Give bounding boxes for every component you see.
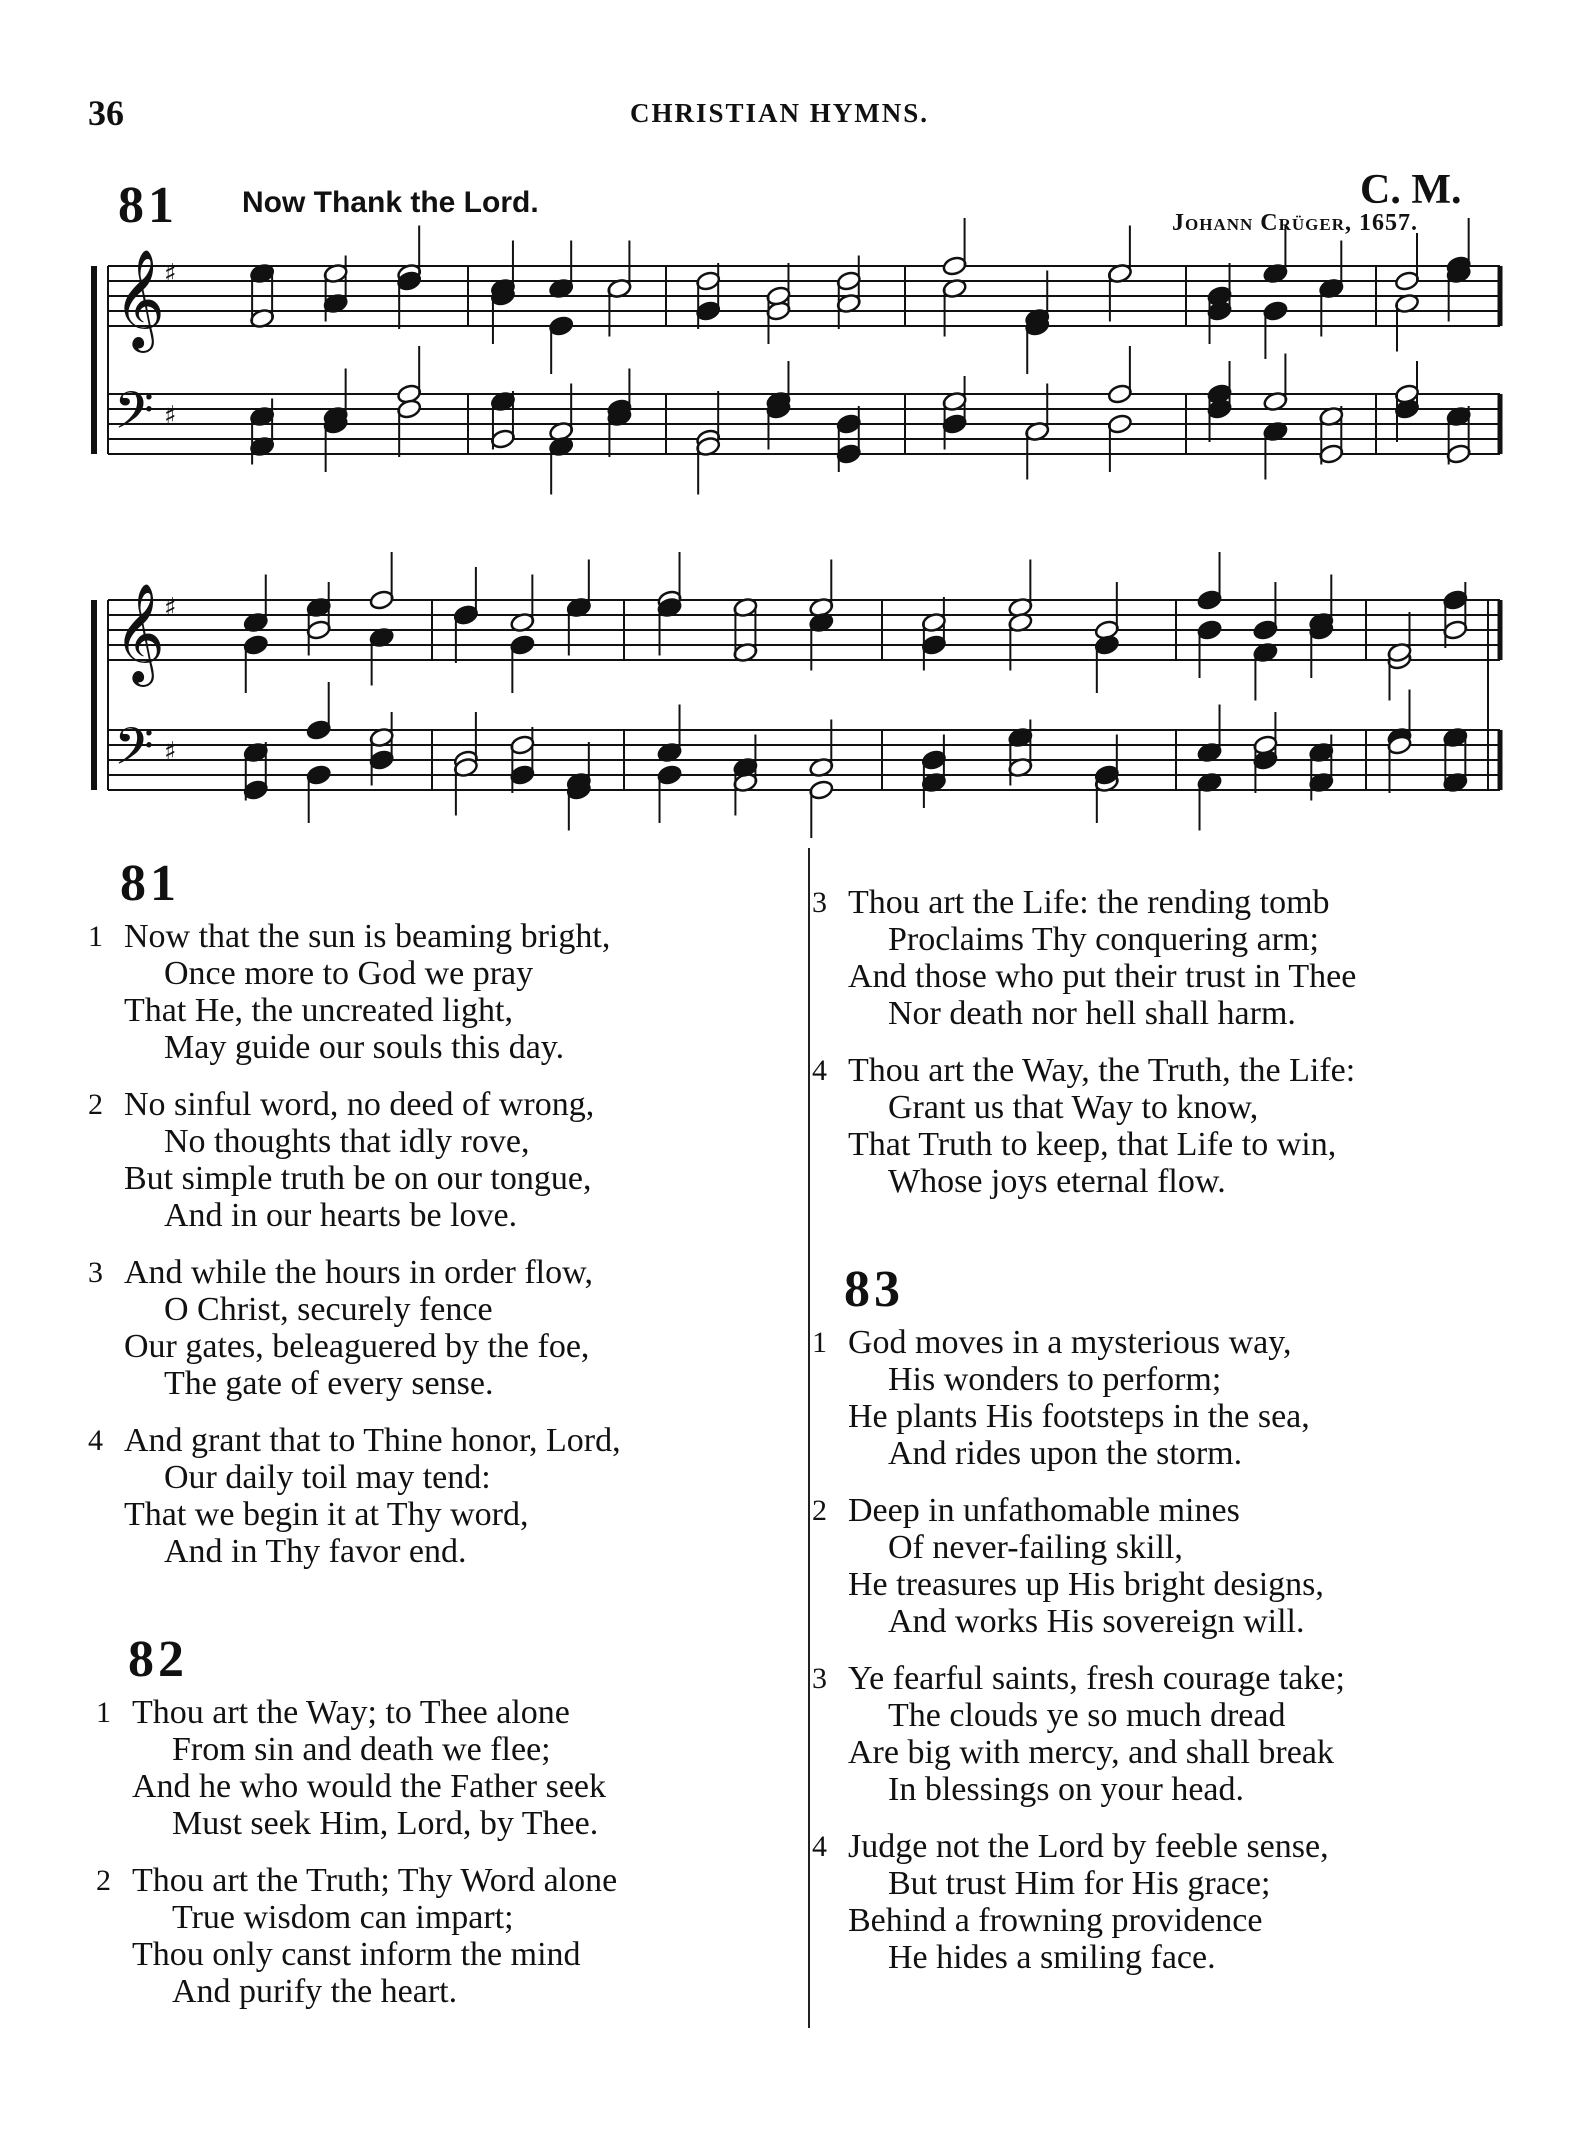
verse-line: Our gates, beleaguered by the foe, xyxy=(124,1328,590,1365)
bass-clef-icon: 𝄢 xyxy=(114,716,154,789)
verse xyxy=(88,1254,788,1402)
verse-number: 1 xyxy=(96,1696,111,1729)
verse-line: But trust Him for His grace; xyxy=(888,1865,1271,1902)
treble-clef-icon: 𝄞 xyxy=(114,249,165,349)
verse xyxy=(88,1422,788,1570)
meter-label: C. M. xyxy=(1360,167,1462,213)
verse-line: Of never-failing skill, xyxy=(888,1529,1183,1566)
verse xyxy=(812,1492,1552,1640)
verse-line: In blessings on your head. xyxy=(888,1771,1245,1808)
verse-line: And rides upon the storm. xyxy=(888,1435,1243,1472)
verse xyxy=(812,884,1552,1032)
verse-line: Nor death nor hell shall harm. xyxy=(888,995,1296,1032)
treble-clef-icon: 𝄞 xyxy=(114,583,165,683)
verse xyxy=(812,1828,1552,1976)
verse-number: 4 xyxy=(812,1830,827,1863)
verse xyxy=(88,1086,788,1234)
verse xyxy=(96,1694,796,1842)
verse-line: Thou only canst inform the mind xyxy=(132,1936,581,1973)
score-system-2 xyxy=(94,552,1500,838)
verse-line: Thou art the Way, the Truth, the Life: xyxy=(848,1052,1356,1089)
verse-line: Once more to God we pray xyxy=(164,955,534,992)
verse-line: Proclaims Thy conquering arm; xyxy=(888,921,1319,958)
hymn-82 xyxy=(96,1632,796,2030)
verse-line: And works His sovereign will. xyxy=(888,1603,1305,1640)
verse-line: The clouds ye so much dread xyxy=(888,1697,1286,1734)
hymn-number: 82 xyxy=(128,1631,188,1688)
verse-line: That we begin it at Thy word, xyxy=(124,1496,529,1533)
verse xyxy=(96,1862,796,2010)
verse xyxy=(812,1660,1552,1808)
verse-line: And grant that to Thine honor, Lord, xyxy=(124,1422,621,1459)
music-score xyxy=(0,0,1581,870)
verse-line: Whose joys eternal flow. xyxy=(888,1163,1226,1200)
tune-title: Now Thank the Lord. xyxy=(242,186,539,219)
verse xyxy=(88,918,788,1066)
verse-line: Deep in unfathomable mines xyxy=(848,1492,1240,1529)
hymn-82-continued xyxy=(812,884,1552,1220)
verse-line: Are big with mercy, and shall break xyxy=(848,1734,1334,1771)
verse-number: 2 xyxy=(88,1088,103,1121)
verse-number: 2 xyxy=(812,1494,827,1527)
verse xyxy=(812,1324,1552,1472)
verse-line: O Christ, securely fence xyxy=(164,1291,493,1328)
verse-line: But simple truth be on our tongue, xyxy=(124,1160,592,1197)
verse-line: That Truth to keep, that Life to win, xyxy=(848,1126,1337,1163)
verse-line: Thou art the Life: the rending tomb xyxy=(848,884,1330,921)
verse-line: And those who put their trust in Thee xyxy=(848,958,1357,995)
verse-line: Now that the sun is beaming bright, xyxy=(124,918,611,955)
verse-line: Must seek Him, Lord, by Thee. xyxy=(172,1805,599,1842)
verse-number: 3 xyxy=(812,886,827,919)
sharp-icon: ♯ xyxy=(164,259,177,289)
verse-line: Grant us that Way to know, xyxy=(888,1089,1259,1126)
sharp-icon: ♯ xyxy=(164,737,177,767)
column-divider xyxy=(808,848,810,2028)
verse-number: 3 xyxy=(812,1662,827,1695)
verse-line: And he who would the Father seek xyxy=(132,1768,607,1805)
verse-number: 1 xyxy=(88,920,103,953)
verse-number: 4 xyxy=(88,1424,103,1457)
verse-line: He hides a smiling face. xyxy=(888,1939,1216,1976)
verse-line: From sin and death we flee; xyxy=(172,1731,551,1768)
running-title: CHRISTIAN HYMNS. xyxy=(630,98,930,128)
verse-line: His wonders to perform; xyxy=(888,1361,1222,1398)
verse-line: True wisdom can impart; xyxy=(172,1899,514,1936)
verse-line: God moves in a mysterious way, xyxy=(848,1324,1292,1361)
hymn-81 xyxy=(88,856,788,1590)
verse xyxy=(812,1052,1552,1200)
verse-line: And while the hours in order flow, xyxy=(124,1254,593,1291)
score-system-1 xyxy=(94,218,1500,495)
sharp-icon: ♯ xyxy=(164,593,177,623)
hymn-number: 81 xyxy=(120,855,180,912)
verse-number: 4 xyxy=(812,1054,827,1087)
verse-line: Thou art the Way; to Thee alone xyxy=(132,1694,570,1731)
verse-line: Behind a frowning providence xyxy=(848,1902,1263,1939)
verse-line: May guide our souls this day. xyxy=(164,1029,565,1066)
verse-line: Ye fearful saints, fresh courage take; xyxy=(848,1660,1345,1697)
verse-line: Judge not the Lord by feeble sense, xyxy=(848,1828,1329,1865)
verse-number: 1 xyxy=(812,1326,827,1359)
hymn-83 xyxy=(812,1262,1552,1996)
page-number: 36 xyxy=(88,93,124,133)
verse-line: No sinful word, no deed of wrong, xyxy=(124,1086,595,1123)
verse-line: No thoughts that idly rove, xyxy=(164,1123,530,1160)
verse-line: That He, the uncreated light, xyxy=(124,992,513,1029)
sharp-icon: ♯ xyxy=(164,401,177,431)
verse-line: Thou art the Truth; Thy Word alone xyxy=(132,1862,618,1899)
verse-number: 3 xyxy=(88,1256,103,1289)
composer-credit: Johann Crüger, 1657. xyxy=(1172,210,1419,236)
verse-line: The gate of every sense. xyxy=(164,1365,494,1402)
verse-line: And in our hearts be love. xyxy=(164,1197,518,1234)
verse-line: He plants His footsteps in the sea, xyxy=(848,1398,1310,1435)
hymn-number: 83 xyxy=(844,1261,904,1318)
tune-number: 81 xyxy=(118,177,178,234)
verse-line: And purify the heart. xyxy=(172,1973,458,2010)
bass-clef-icon: 𝄢 xyxy=(114,380,154,453)
verse-number: 2 xyxy=(96,1864,111,1897)
verse-line: He treasures up His bright designs, xyxy=(848,1566,1324,1603)
verse-line: Our daily toil may tend: xyxy=(164,1459,491,1496)
verse-line: And in Thy favor end. xyxy=(164,1533,467,1570)
